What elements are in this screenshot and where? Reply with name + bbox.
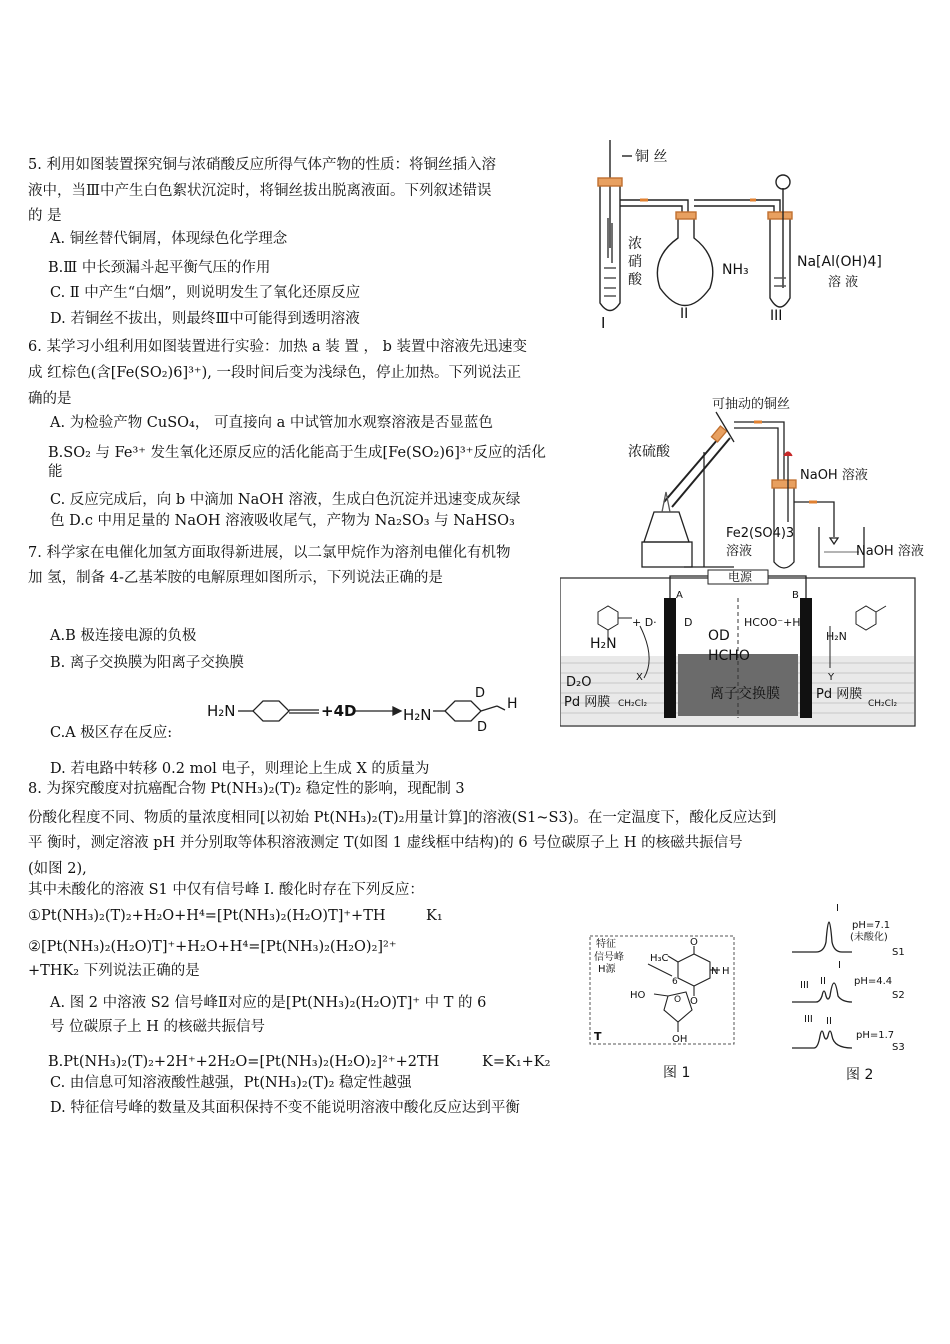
- q5-fig-copper-wire: 铜 丝: [635, 149, 668, 165]
- q8-figure-1-structure: [588, 934, 736, 1046]
- q7-electrolysis-figure: [560, 568, 920, 733]
- q7-reaction-equation: [205, 684, 525, 734]
- q5-option-d: D. 若铜丝不拔出，则最终Ⅲ中可能得到透明溶液: [50, 311, 360, 327]
- q7-fig-pd-right: Pd 网膜: [816, 687, 863, 702]
- q8-option-d: D. 特征信号峰的数量及其面积保持不变不能说明溶液中酸化反应达到平衡: [50, 1100, 520, 1116]
- q6-stem-line3: 确的是: [28, 391, 72, 407]
- q8-stem-line4: (如图 2),: [28, 861, 87, 877]
- q8-fig2-s1-ph: pH=7.1: [852, 920, 891, 931]
- q7-eq-h2n-right: H₂N: [403, 706, 432, 724]
- q7-fig-plus-d: + D·: [632, 616, 657, 629]
- q8-fig2-s2: S2: [892, 990, 905, 1001]
- q8-fig1-o-ring: O: [674, 995, 682, 1005]
- q8-fig2-s3-peak-iii: III: [804, 1014, 813, 1025]
- q8-fig2-caption: 图 2: [846, 1067, 874, 1083]
- q7-fig-pd-left: Pd 网膜: [564, 695, 611, 710]
- q5-stem-line3: 的 是: [28, 208, 62, 224]
- q7-fig-x: X: [636, 672, 643, 683]
- q8-stem-line5: 其中未酸化的溶液 S1 中仅有信号峰 I. 酸化时存在下列反应：: [28, 882, 424, 898]
- q7-fig-y: Y: [828, 672, 835, 683]
- q8-fig2-s3: S3: [892, 1042, 905, 1053]
- q8-fig1-oh: OH: [672, 1034, 688, 1045]
- q7-fig-electrode-b: B: [792, 590, 799, 601]
- q8-fig1-t: T: [594, 1030, 602, 1043]
- q7-eq-h: H: [507, 696, 518, 712]
- q8-fig1-feature1: 特征: [596, 939, 616, 950]
- q5-fig-nh3: NH₃: [722, 262, 749, 278]
- q5-fig-nitric-3: 酸: [628, 272, 642, 288]
- q8-option-a-line1: A. 图 2 中溶液 S2 信号峰Ⅱ对应的是[Pt(NH₃)₂(H₂O)T]⁺ 中 T 的 6: [50, 995, 487, 1011]
- q6-option-a: A. 为检验产物 CuSO₄， 可直接向 a 中试管加水观察溶液是否显蓝色: [50, 415, 493, 431]
- q8-fig1-o-top: O: [690, 937, 698, 948]
- q6-option-b-line1: B.SO₂ 与 Fe³⁺ 发生氧化还原反应的活化能高于生成[Fe(SO₂)6]³⁺反应的活化: [48, 445, 546, 461]
- q8-reaction-2b: +THK₂ 下列说法正确的是: [28, 963, 200, 979]
- q5-fig-label-2: II: [680, 306, 689, 322]
- q8-fig2-s1: S1: [892, 947, 905, 958]
- q6-fig-movable-copper: 可抽动的铜丝: [712, 397, 791, 412]
- q5-fig-label-1: I: [601, 314, 606, 332]
- q7-fig-ch2cl2-right: CH₂Cl₂: [868, 699, 898, 709]
- q7-fig-hcoo: HCOO⁻+H: [744, 616, 801, 629]
- q6-fig-conc-sulfuric: 浓硫酸: [628, 444, 670, 460]
- q6-stem-line2: 成 红棕色(含[Fe(SO₂)6]³⁺), 一段时间后变为浅绿色，停止加热。下列说法正: [28, 365, 521, 381]
- q8-stem-line3: 平 衡时，测定溶液 pH 并分别取等体积溶液测定 T(如图 1 虚线框中结构)的 6 号位碳原子上 H 的核磁共振信号: [28, 835, 743, 851]
- q7-option-b: B. 离子交换膜为阳离子交换膜: [50, 655, 244, 671]
- q8-fig1-caption: 图 1: [663, 1065, 691, 1081]
- q5-stem-line1: 5. 利用如图装置探究铜与浓硝酸反应所得气体产物的性质：将铜丝插入溶: [28, 157, 496, 173]
- q7-fig-ch2cl2-left: CH₂Cl₂: [618, 699, 648, 709]
- q8-fig1-six: 6: [672, 977, 678, 987]
- q6-option-b-line2: 能: [48, 464, 63, 480]
- q5-apparatus-figure: [590, 138, 920, 338]
- q7-stem-line1: 7. 科学家在电催化加氢方面取得新进展，以二氯甲烷作为溶剂电催化有机物: [28, 545, 511, 561]
- q8-reaction-1: ①Pt(NH₃)₂(T)₂+H₂O+H⁴=[Pt(NH₃)₂(H₂O)T]⁺+TH: [28, 908, 386, 924]
- q7-stem-line2: 加 氢，制备 4-乙基苯胺的电解原理如图所示，下列说法正确的是: [28, 570, 443, 586]
- q5-option-b: B.Ⅲ 中长颈漏斗起平衡气压的作用: [48, 260, 271, 276]
- q7-fig-electrode-a: A: [676, 590, 683, 601]
- q8-fig1-ho: HO: [630, 990, 646, 1001]
- q8-stem-line1: 8. 为探究酸度对抗癌配合物 Pt(NH₃)₂(T)₂ 稳定性的影响，现配制 3: [28, 781, 465, 797]
- q8-fig1-h: H: [722, 966, 730, 977]
- q5-fig-label-3: III: [770, 308, 783, 324]
- q8-fig1-h3c: H₃C: [650, 953, 669, 964]
- q7-fig-h2n: H₂N: [590, 636, 617, 652]
- q5-fig-nitric-2: 硝: [628, 254, 642, 270]
- q5-stem-line2: 液中，当Ⅲ中产生白色絮状沉淀时，将铜丝拔出脱离液面。下列叙述错误: [28, 183, 492, 199]
- q6-fig-fe-solution: 溶液: [726, 544, 753, 559]
- q8-fig1-n: N: [711, 966, 719, 977]
- q8-stem-line2: 份酸化程度不同、物质的量浓度相同[以初始 Pt(NH₃)₂(T)₂用量计算]的溶液(S1~S3)。在一定温度下，酸化反应达到: [28, 810, 777, 826]
- q6-fig-fe2so4: Fe2(SO4)3: [726, 526, 795, 541]
- q5-fig-solution: 溶 液: [828, 275, 859, 290]
- q5-option-a: A. 铜丝替代铜屑，体现绿色化学理念: [50, 231, 288, 247]
- q8-k1: K₁: [426, 908, 443, 924]
- q6-apparatus-figure: [624, 392, 924, 572]
- q7-fig-power: 电源: [728, 570, 753, 584]
- q8-option-c: C. 由信息可知溶液酸性越强，Pt(NH₃)₂(T)₂ 稳定性越强: [50, 1075, 412, 1091]
- q6-stem-line1: 6. 某学习小组利用如图装置进行实验：加热 a 装 置 ， b 装置中溶液先迅速变: [28, 339, 528, 355]
- q7-fig-d: D: [684, 616, 693, 629]
- q8-fig2-s2-ph: pH=4.4: [854, 976, 893, 987]
- q6-option-c-line1: C. 反应完成后，向 b 中滴加 NaOH 溶液，生成白色沉淀并迅速变成灰绿: [50, 492, 521, 508]
- q8-fig2-s2-peak-ii: II: [820, 976, 826, 987]
- q5-fig-naaloh: Na[Al(OH)4]: [797, 254, 882, 270]
- q6-fig-naoh-solution2: NaOH 溶液: [856, 544, 924, 559]
- q7-eq-d2: D: [477, 720, 488, 734]
- q8-fig2-s2-peak-i: I: [838, 960, 841, 971]
- q8-option-a-line2: 号 位碳原子上 H 的核磁共振信号: [50, 1019, 265, 1035]
- q7-fig-od: OD: [708, 628, 730, 644]
- q8-fig2-s3-ph: pH=1.7: [856, 1030, 895, 1041]
- q7-fig-hcho: HCHO: [708, 648, 750, 664]
- q8-fig1-h-source: H源: [598, 964, 616, 975]
- q7-option-c: C.A 极区存在反应:: [50, 725, 173, 741]
- q7-fig-h2n-right: H₂N: [826, 630, 847, 643]
- q8-reaction-2a: ②[Pt(NH₃)₂(H₂O)T]⁺+H₂O+H⁴=[Pt(NH₃)₂(H₂O)₂]²⁺: [28, 939, 397, 955]
- q7-eq-plus-4d: +4D: [321, 702, 357, 720]
- q8-figure-2-nmr: [786, 898, 922, 1056]
- q8-option-b: B.Pt(NH₃)₂(T)₂+2H⁺+2H₂O=[Pt(NH₃)₂(H₂O)₂]²⁺+2TH: [48, 1054, 440, 1070]
- q8-option-b-k: K=K₁+K₂: [482, 1054, 551, 1070]
- q8-fig1-o-bottom: O: [690, 996, 698, 1007]
- q8-fig2-s2-peak-iii: III: [800, 980, 809, 991]
- q5-option-c: C. Ⅱ 中产生“白烟”，则说明发生了氧化还原反应: [50, 285, 361, 301]
- q7-eq-h2n-left: H₂N: [207, 702, 236, 720]
- q8-fig1-feature2: 信号峰: [594, 952, 624, 963]
- q6-fig-naoh-solution: NaOH 溶液: [800, 468, 868, 483]
- q7-option-d: D. 若电路中转移 0.2 mol 电子，则理论上生成 X 的质量为: [50, 761, 430, 777]
- q6-option-c-line2: 色 D.c 中用足量的 NaOH 溶液吸收尾气，产物为 Na₂SO₃ 与 NaHSO₃: [50, 513, 515, 529]
- q7-fig-membrane: 离子交换膜: [710, 686, 780, 702]
- q7-option-a: A.B 极连接电源的负极: [50, 628, 197, 644]
- q8-fig2-s1-peak-i: I: [836, 903, 839, 914]
- q7-eq-d1: D: [475, 686, 486, 701]
- q5-fig-nitric-1: 浓: [628, 236, 642, 252]
- q8-fig2-s3-peak-ii: II: [826, 1016, 832, 1027]
- q7-fig-d2o: D₂O: [566, 675, 592, 690]
- q8-fig2-s1-note: (未酸化): [850, 932, 888, 943]
